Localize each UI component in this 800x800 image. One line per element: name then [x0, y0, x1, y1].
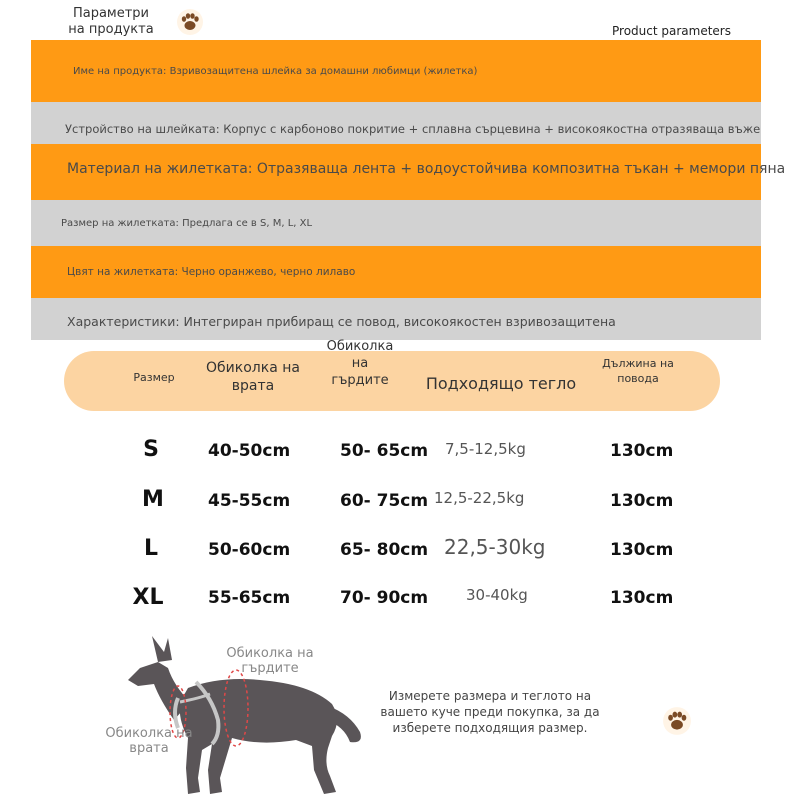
param-product-name: Име на продукта: Взривозащитена шлейка за домашни любимци (жилетка)	[73, 65, 478, 77]
cell-chest: 70- 90cm	[340, 588, 429, 608]
param-band	[31, 40, 761, 102]
cell-chest: 65- 80cm	[340, 540, 429, 560]
neck-label: Обиколка на врата	[105, 726, 193, 756]
header-neck: Обиколка на врата	[206, 360, 300, 394]
cell-neck: 55-65cm	[208, 588, 291, 608]
cell-weight: 12,5-22,5kg	[434, 489, 525, 507]
header-weight: Подходящо тегло	[425, 374, 577, 393]
cell-leash: 130cm	[610, 491, 674, 511]
cell-size: XL	[132, 585, 164, 610]
cell-neck: 50-60cm	[208, 540, 291, 560]
param-features: Характеристики: Интегриран прибиращ се повод, високоякостен взривозащитена	[67, 313, 616, 329]
header-chest: Обиколка на гърдите	[326, 339, 394, 388]
param-band	[31, 298, 761, 340]
page-title-en: Product parameters	[612, 24, 731, 38]
cell-weight: 30-40kg	[466, 586, 528, 604]
measure-note: Измерете размера и теглото на вашето куче преди покупка, за да изберете подходящия размер.	[380, 689, 600, 735]
cell-neck: 45-55cm	[208, 491, 291, 511]
paw-icon	[176, 8, 204, 40]
cell-chest: 50- 65cm	[340, 441, 429, 461]
param-band	[31, 246, 761, 298]
parameter-list	[31, 40, 786, 340]
cell-chest: 60- 75cm	[340, 491, 429, 511]
cell-leash: 130cm	[610, 540, 674, 560]
cell-size: S	[143, 437, 159, 462]
cell-size: M	[142, 487, 164, 512]
param-harness-structure: Устройство на шлейката: Корпус с карбоново покритие + сплавна сърцевина + високоякостна отразяваща въже	[65, 122, 761, 136]
cell-weight: 7,5-12,5kg	[445, 440, 526, 458]
param-vest-color: Цвят на жилетката: Черно оранжево, черно лилаво	[67, 266, 356, 278]
cell-weight: 22,5-30kg	[444, 535, 546, 559]
paw-icon	[662, 706, 692, 740]
param-vest-material: Материал на жилетката: Отразяваща лента + водоустойчива композитна тъкан + мемори пяна	[67, 161, 786, 177]
header-size: Размер	[133, 371, 175, 384]
header-leash: Дължина на повода	[602, 357, 674, 385]
chest-label: Обиколка на гърдите	[226, 646, 314, 676]
cell-leash: 130cm	[610, 588, 674, 608]
cell-size: L	[143, 536, 159, 561]
param-band	[31, 102, 761, 144]
param-band	[31, 200, 761, 246]
cell-leash: 130cm	[610, 441, 674, 461]
page-title: Параметри на продукта	[68, 6, 154, 37]
param-vest-size: Размер на жилетката: Предлага се в S, M, L, XL	[61, 217, 313, 229]
param-band	[31, 144, 786, 200]
cell-neck: 40-50cm	[208, 441, 291, 461]
